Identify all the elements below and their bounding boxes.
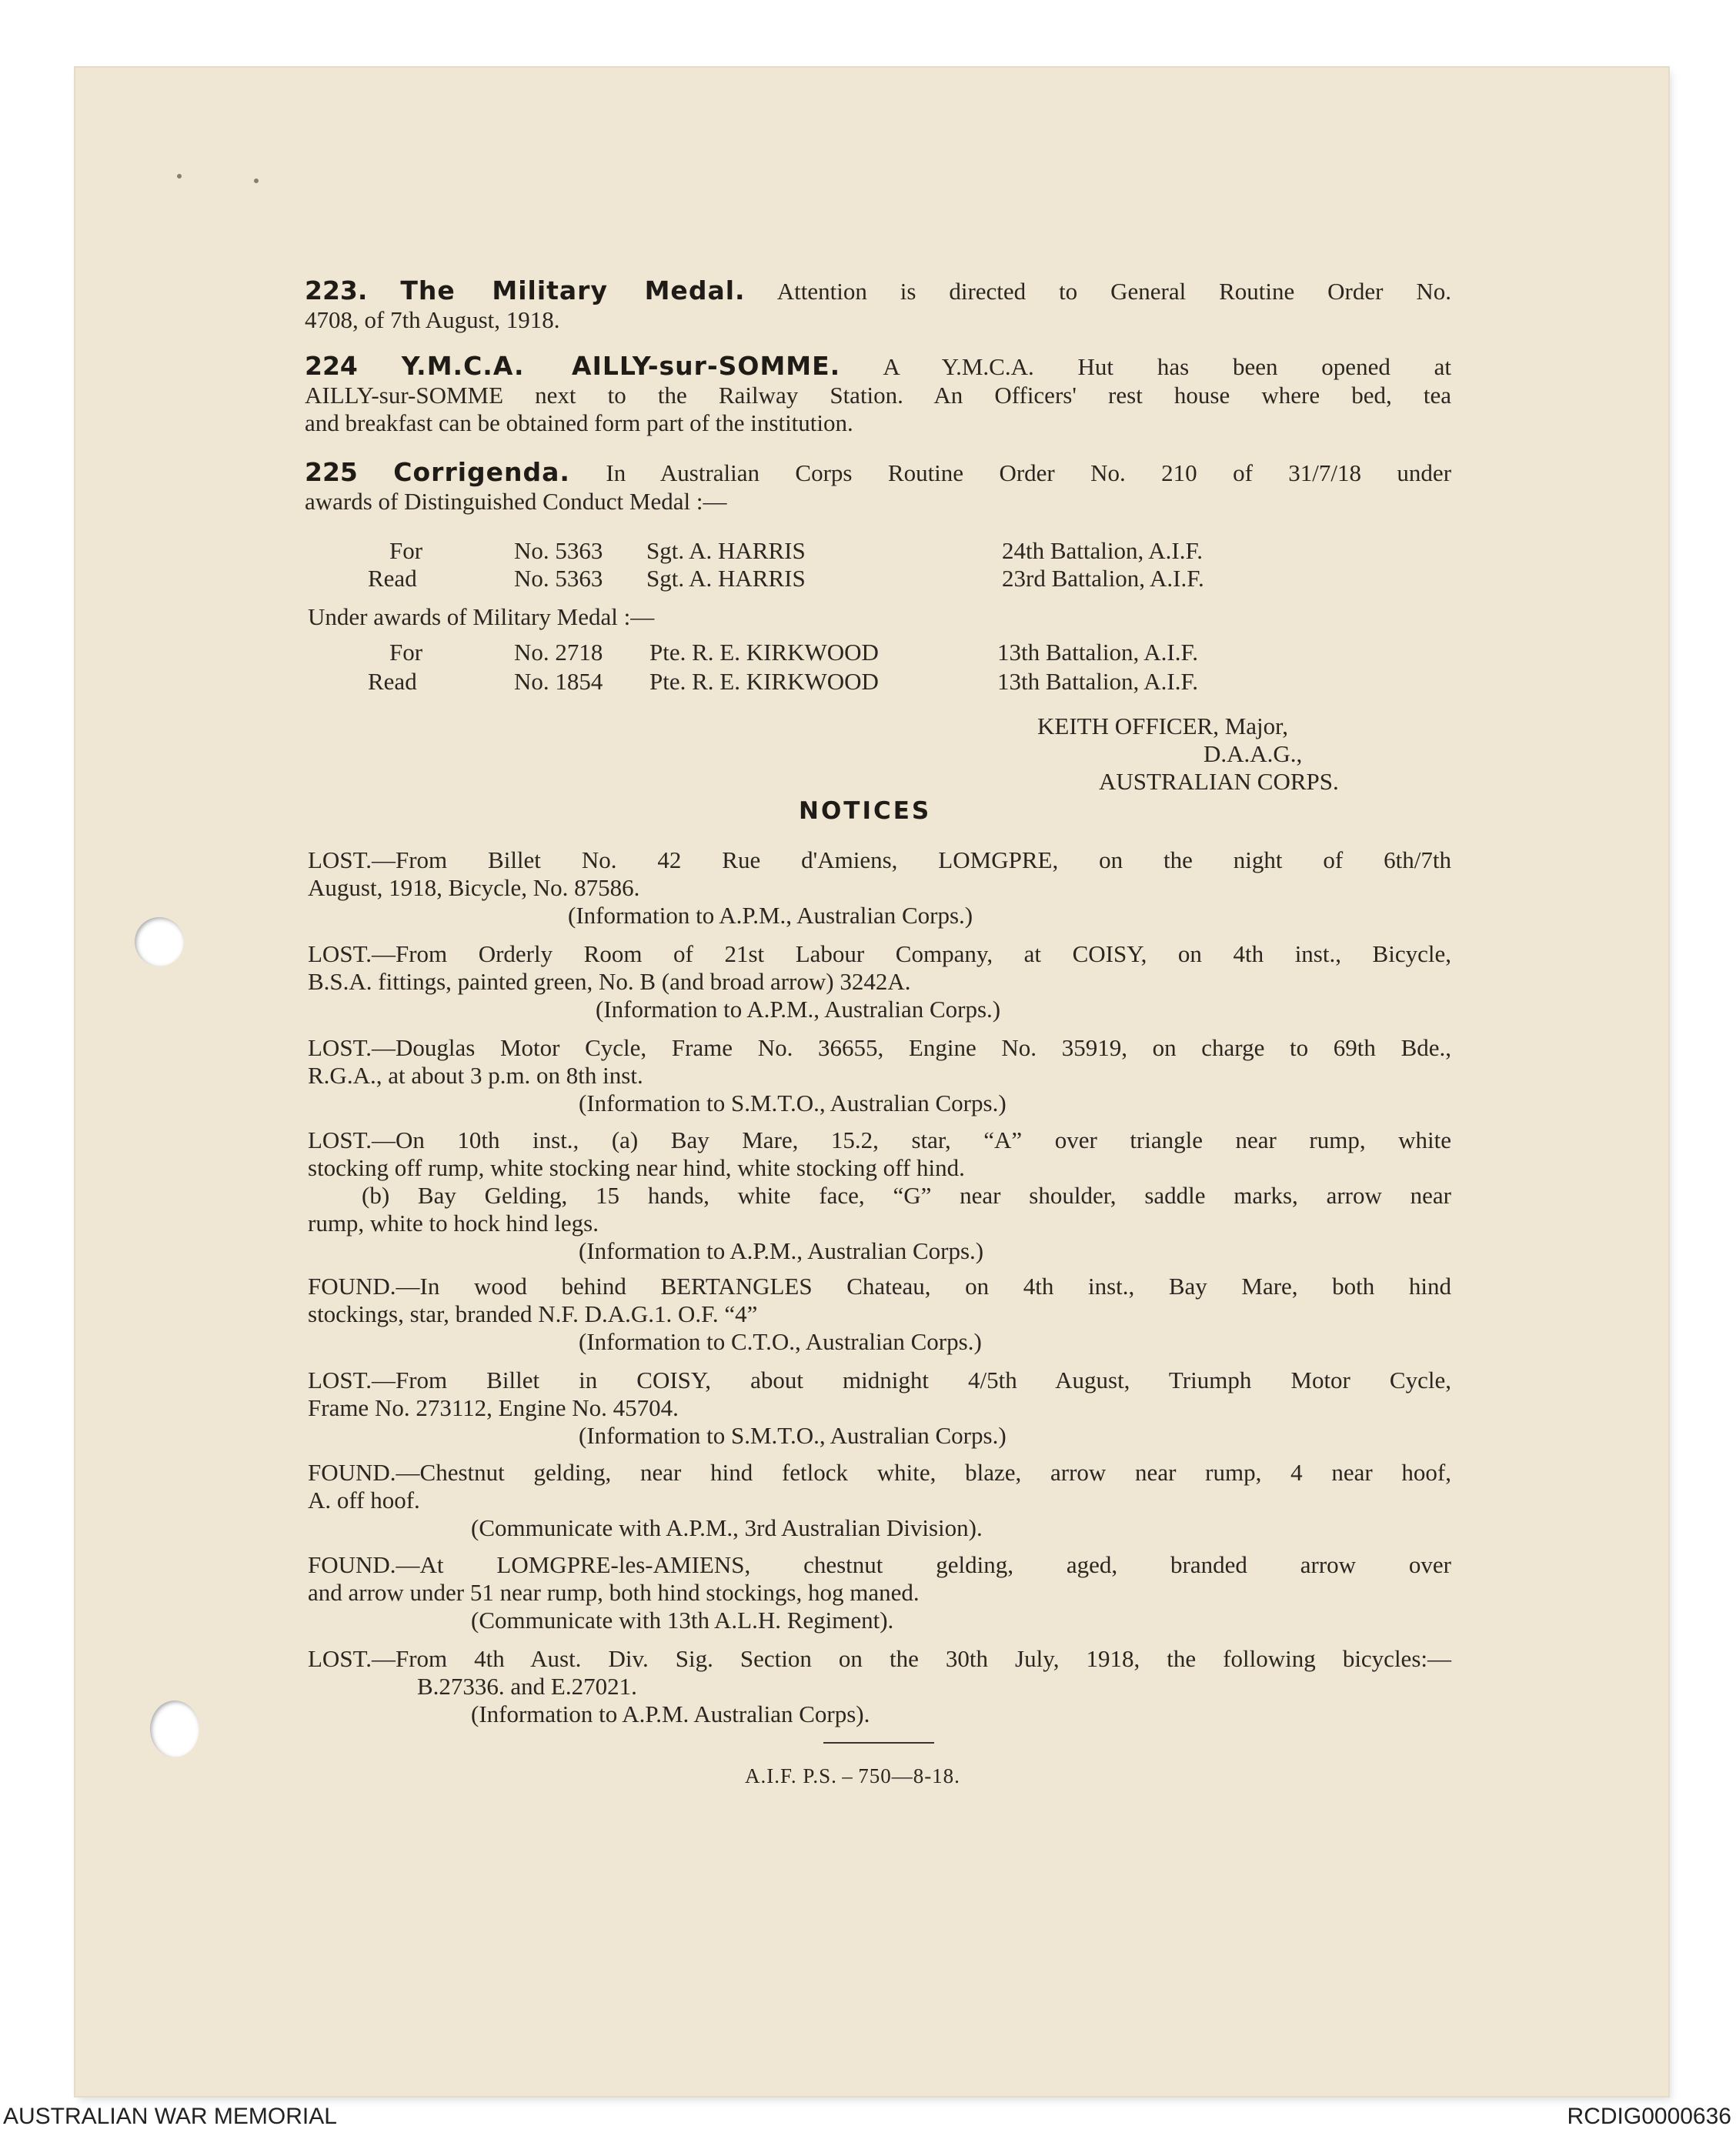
- notice-line: and arrow under 51 near rump, both hind stockings, hog maned.: [308, 1579, 920, 1606]
- row-number: No. 5363: [514, 565, 603, 592]
- order-225-text-1: In Australian Corps Routine Order No. 210 of 31/7/18 under: [606, 459, 1452, 486]
- order-224: [305, 352, 1451, 437]
- notice-info: (Information to S.M.T.O., Australian Corps.): [579, 1090, 1007, 1116]
- notice-2: [308, 940, 1451, 1023]
- notice-line: LOST.—On 10th inst., (a) Bay Mare, 15.2, star, “A” over triangle near rump, white: [308, 1126, 1451, 1153]
- notice-line: FOUND.—At LOMGPRE-les-AMIENS, chestnut gelding, aged, branded arrow over: [308, 1551, 1451, 1578]
- row-label: For: [389, 639, 423, 666]
- notice-line: Frame No. 273112, Engine No. 45704.: [308, 1394, 679, 1421]
- signature-title: D.A.A.G.,: [1204, 740, 1303, 767]
- order-223: [305, 277, 1451, 334]
- row-unit: 13th Battalion, A.I.F.: [997, 668, 1199, 695]
- notice-line: stockings, star, branded N.F. D.A.G.1. O.F. “4”: [308, 1300, 758, 1327]
- paper-mark: [177, 174, 182, 179]
- row-unit: 13th Battalion, A.I.F.: [997, 639, 1199, 666]
- notice-line: LOST.—From Billet No. 42 Rue d'Amiens, LOMGPRE, on the night of 6th/7th: [308, 846, 1451, 873]
- row-label: Read: [368, 565, 417, 592]
- row-unit: 23rd Battalion, A.I.F.: [1002, 565, 1204, 592]
- notice-info: (Information to A.P.M. Australian Corps).: [471, 1700, 870, 1727]
- notice-8: [308, 1551, 1451, 1634]
- notice-line: LOST.—Douglas Motor Cycle, Frame No. 36655, Engine No. 35919, on charge to 69th Bde.,: [308, 1034, 1451, 1061]
- notice-7: [308, 1459, 1451, 1542]
- punch-hole-upper: [135, 917, 184, 966]
- row-label: Read: [368, 668, 417, 695]
- notice-info: (Information to A.P.M., Australian Corps.): [568, 902, 973, 929]
- mm-intro: Under awards of Military Medal :—: [308, 603, 655, 630]
- order-223-line-1: [305, 277, 1451, 306]
- notice-line: FOUND.—Chestnut gelding, near hind fetlock white, blaze, arrow near rump, 4 near hoof,: [308, 1459, 1451, 1486]
- notice-line: (b) Bay Gelding, 15 hands, white face, “G” near shoulder, saddle marks, arrow near: [362, 1182, 1451, 1209]
- order-223-text-1: Attention is directed to General Routine Order No.: [776, 278, 1451, 305]
- order-223-text-2: 4708, of 7th August, 1918.: [305, 306, 560, 333]
- notice-4: [308, 1126, 1451, 1265]
- notice-3: [308, 1034, 1451, 1117]
- notice-line: stocking off rump, white stocking near hind, white stocking off hind.: [308, 1154, 965, 1181]
- order-223-heading: The Military Medal.: [400, 275, 746, 305]
- signature-corps: AUSTRALIAN CORPS.: [1099, 768, 1339, 795]
- notice-line: rump, white to hock hind legs.: [308, 1210, 599, 1237]
- notice-6: [308, 1367, 1451, 1450]
- footer-source: AUSTRALIAN WAR MEMORIAL: [3, 2104, 337, 2129]
- order-224-text-1: A Y.M.C.A. Hut has been opened at: [883, 353, 1452, 380]
- order-224-line-1: [305, 352, 1451, 382]
- row-number: No. 2718: [514, 639, 603, 666]
- row-name: Sgt. A. HARRIS: [646, 565, 806, 592]
- order-225-number: 225: [305, 457, 358, 487]
- order-224-number: 224: [305, 351, 358, 381]
- notice-1: [308, 846, 1451, 929]
- notice-info: (Information to C.T.O., Australian Corps.): [579, 1328, 982, 1355]
- punch-hole-lower: [150, 1700, 199, 1757]
- notice-info: (Communicate with 13th A.L.H. Regiment).: [471, 1607, 894, 1634]
- notice-line: R.G.A., at about 3 p.m. on 8th inst.: [308, 1062, 643, 1089]
- notice-9: [308, 1645, 1451, 1728]
- notice-line: A. off hoof.: [308, 1487, 420, 1514]
- notice-info: (Information to S.M.T.O., Australian Corps.): [579, 1422, 1007, 1449]
- order-224-text-2: AILLY-sur-SOMME next to the Railway Station. An Officers' rest house where bed, tea: [305, 382, 1451, 409]
- order-225: [305, 459, 1451, 516]
- paper-mark: [254, 179, 259, 183]
- order-223-number: 223.: [305, 275, 368, 305]
- notice-line: August, 1918, Bicycle, No. 87586.: [308, 874, 640, 901]
- notice-line: B.S.A. fittings, painted green, No. B (and broad arrow) 3242A.: [308, 968, 911, 995]
- order-224-heading: Y.M.C.A. AILLY-sur-SOMME.: [401, 351, 841, 381]
- signature-name: KEITH OFFICER, Major,: [1037, 713, 1288, 739]
- row-name: Sgt. A. HARRIS: [646, 537, 806, 564]
- row-name: Pte. R. E. KIRKWOOD: [649, 668, 879, 695]
- row-label: For: [389, 537, 423, 564]
- footer-reference-id: RCDIG0000636: [1567, 2104, 1731, 2129]
- notice-info: (Communicate with A.P.M., 3rd Australian Division).: [471, 1514, 983, 1541]
- row-number: No. 5363: [514, 537, 603, 564]
- notice-5: [308, 1273, 1451, 1356]
- order-225-text-2: awards of Distinguished Conduct Medal :—: [305, 488, 727, 515]
- row-unit: 24th Battalion, A.I.F.: [1002, 537, 1204, 564]
- order-225-heading: Corrigenda.: [393, 457, 570, 487]
- notice-line: LOST.—From 4th Aust. Div. Sig. Section on the 30th July, 1918, the following bicycles:—: [308, 1645, 1451, 1672]
- order-224-text-3: and breakfast can be obtained form part of the institution.: [305, 409, 853, 436]
- closing-rule: [823, 1742, 934, 1744]
- notice-line: LOST.—From Billet in COISY, about midnight 4/5th August, Triumph Motor Cycle,: [308, 1367, 1451, 1393]
- notice-line: FOUND.—In wood behind BERTANGLES Chateau, on 4th inst., Bay Mare, both hind: [308, 1273, 1451, 1300]
- notice-info: (Information to A.P.M., Australian Corps.): [579, 1237, 984, 1264]
- notice-info: (Information to A.P.M., Australian Corps.): [596, 996, 1001, 1023]
- notice-line: B.27336. and E.27021.: [417, 1673, 637, 1700]
- row-name: Pte. R. E. KIRKWOOD: [649, 639, 879, 666]
- print-reference: A.I.F. P.S. – 750—8-18.: [745, 1764, 960, 1787]
- notice-line: LOST.—From Orderly Room of 21st Labour Company, at COISY, on 4th inst., Bicycle,: [308, 940, 1451, 967]
- order-225-line-1: [305, 459, 1451, 488]
- notices-heading: NOTICES: [799, 797, 932, 825]
- row-number: No. 1854: [514, 668, 603, 695]
